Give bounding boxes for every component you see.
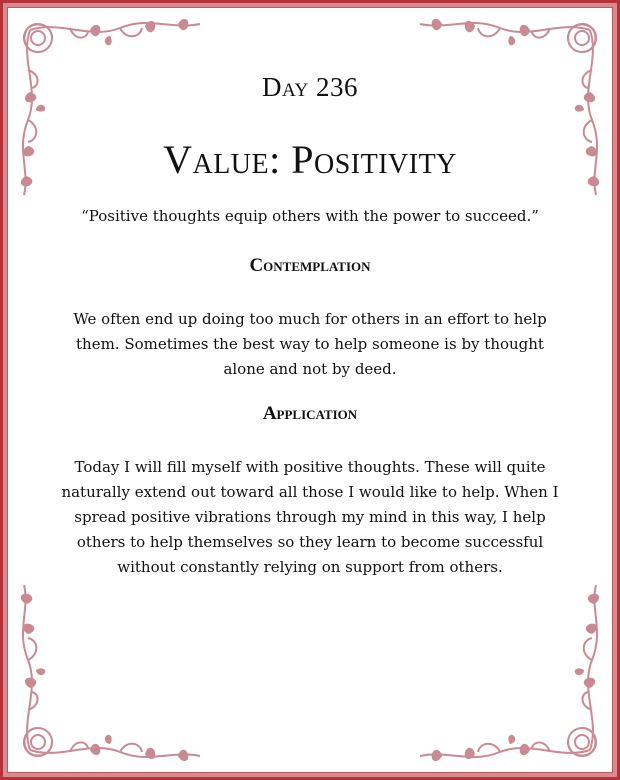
application-paragraph: Today I will fill myself with positive thoughts. These will quite naturally extend out toward all those I would like to help. When I spread positive vibrations through my mind in this way, I help others to help themselves so they learn to become successful without constantly relying on support from others.	[61, 458, 559, 576]
quote-text: “Positive thoughts equip others with the power to succeed.”	[81, 207, 539, 225]
day-label: Day 236	[262, 72, 358, 102]
application-heading: Application	[262, 403, 358, 424]
corner-ornament-bottom-right	[410, 580, 610, 770]
contemplation-paragraph: We often end up doing too much for others in an effort to help them. Sometimes the best way to help someone is by thought alone and not by deed.	[73, 310, 547, 378]
corner-ornament-bottom-left	[10, 580, 210, 770]
value-title: Value: Positivity	[163, 137, 457, 182]
contemplation-heading: Contemplation	[249, 255, 371, 276]
